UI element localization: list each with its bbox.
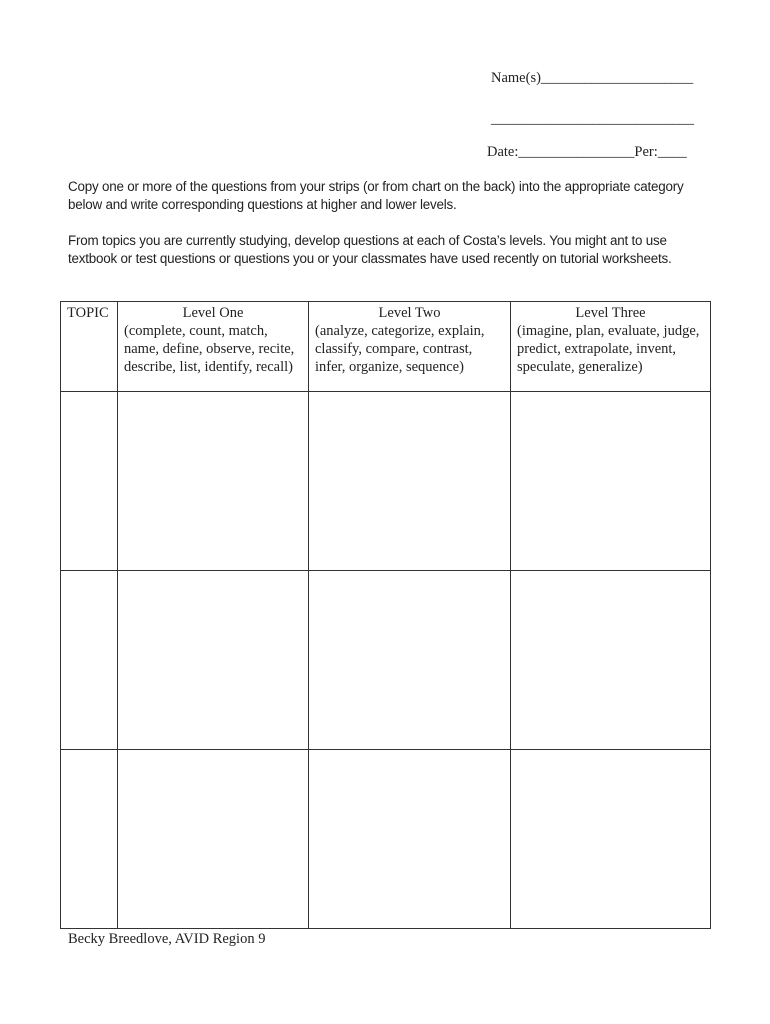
level-three-description: (imagine, plan, evaluate, judge, predict, extrapolate, invent, speculate, generalize) <box>517 323 700 375</box>
date-period-line: Date:________________Per:____ <box>487 144 687 160</box>
level-one-header <box>118 302 309 392</box>
name-continuation-line: ____________________________ <box>491 111 694 127</box>
questions-table <box>60 301 711 929</box>
table-header-row <box>61 302 711 392</box>
level-three-cell[interactable] <box>511 750 711 929</box>
level-two-cell[interactable] <box>309 750 511 929</box>
level-one-cell[interactable] <box>118 750 309 929</box>
level-two-cell[interactable] <box>309 392 511 571</box>
topic-header-label: TOPIC <box>67 305 109 321</box>
topic-cell[interactable] <box>61 750 118 929</box>
topic-header <box>61 302 118 392</box>
table-row <box>61 571 711 750</box>
level-three-cell[interactable] <box>511 571 711 750</box>
table-row <box>61 750 711 929</box>
topic-cell[interactable] <box>61 571 118 750</box>
level-three-title: Level Three <box>575 305 646 321</box>
footer-credit: Becky Breedlove, AVID Region 9 <box>68 931 266 947</box>
level-one-cell[interactable] <box>118 571 309 750</box>
level-one-title: Level One <box>182 305 244 321</box>
instructions-paragraph-1: Copy one or more of the questions from your strips (or from chart on the back) into the appropriate category below and write corresponding questions at higher and lower levels. <box>68 179 684 212</box>
level-three-header <box>511 302 711 392</box>
table-row <box>61 392 711 571</box>
topic-cell[interactable] <box>61 392 118 571</box>
level-two-title: Level Two <box>378 305 441 321</box>
level-two-header <box>309 302 511 392</box>
level-one-description: (complete, count, match, name, define, observe, recite, describe, list, identify, recall) <box>124 323 295 375</box>
level-two-description: (analyze, categorize, explain, classify, compare, contrast, infer, organize, sequence) <box>315 323 485 375</box>
level-one-cell[interactable] <box>118 392 309 571</box>
instructions-paragraph-2: From topics you are currently studying, develop questions at each of Costa’s levels. You might ant to use textbook or test questions or questions you or your classmates have used recently on tutorial worksheets. <box>68 233 672 266</box>
level-three-cell[interactable] <box>511 392 711 571</box>
level-two-cell[interactable] <box>309 571 511 750</box>
name-field-line: Name(s)_____________________ <box>491 70 694 86</box>
